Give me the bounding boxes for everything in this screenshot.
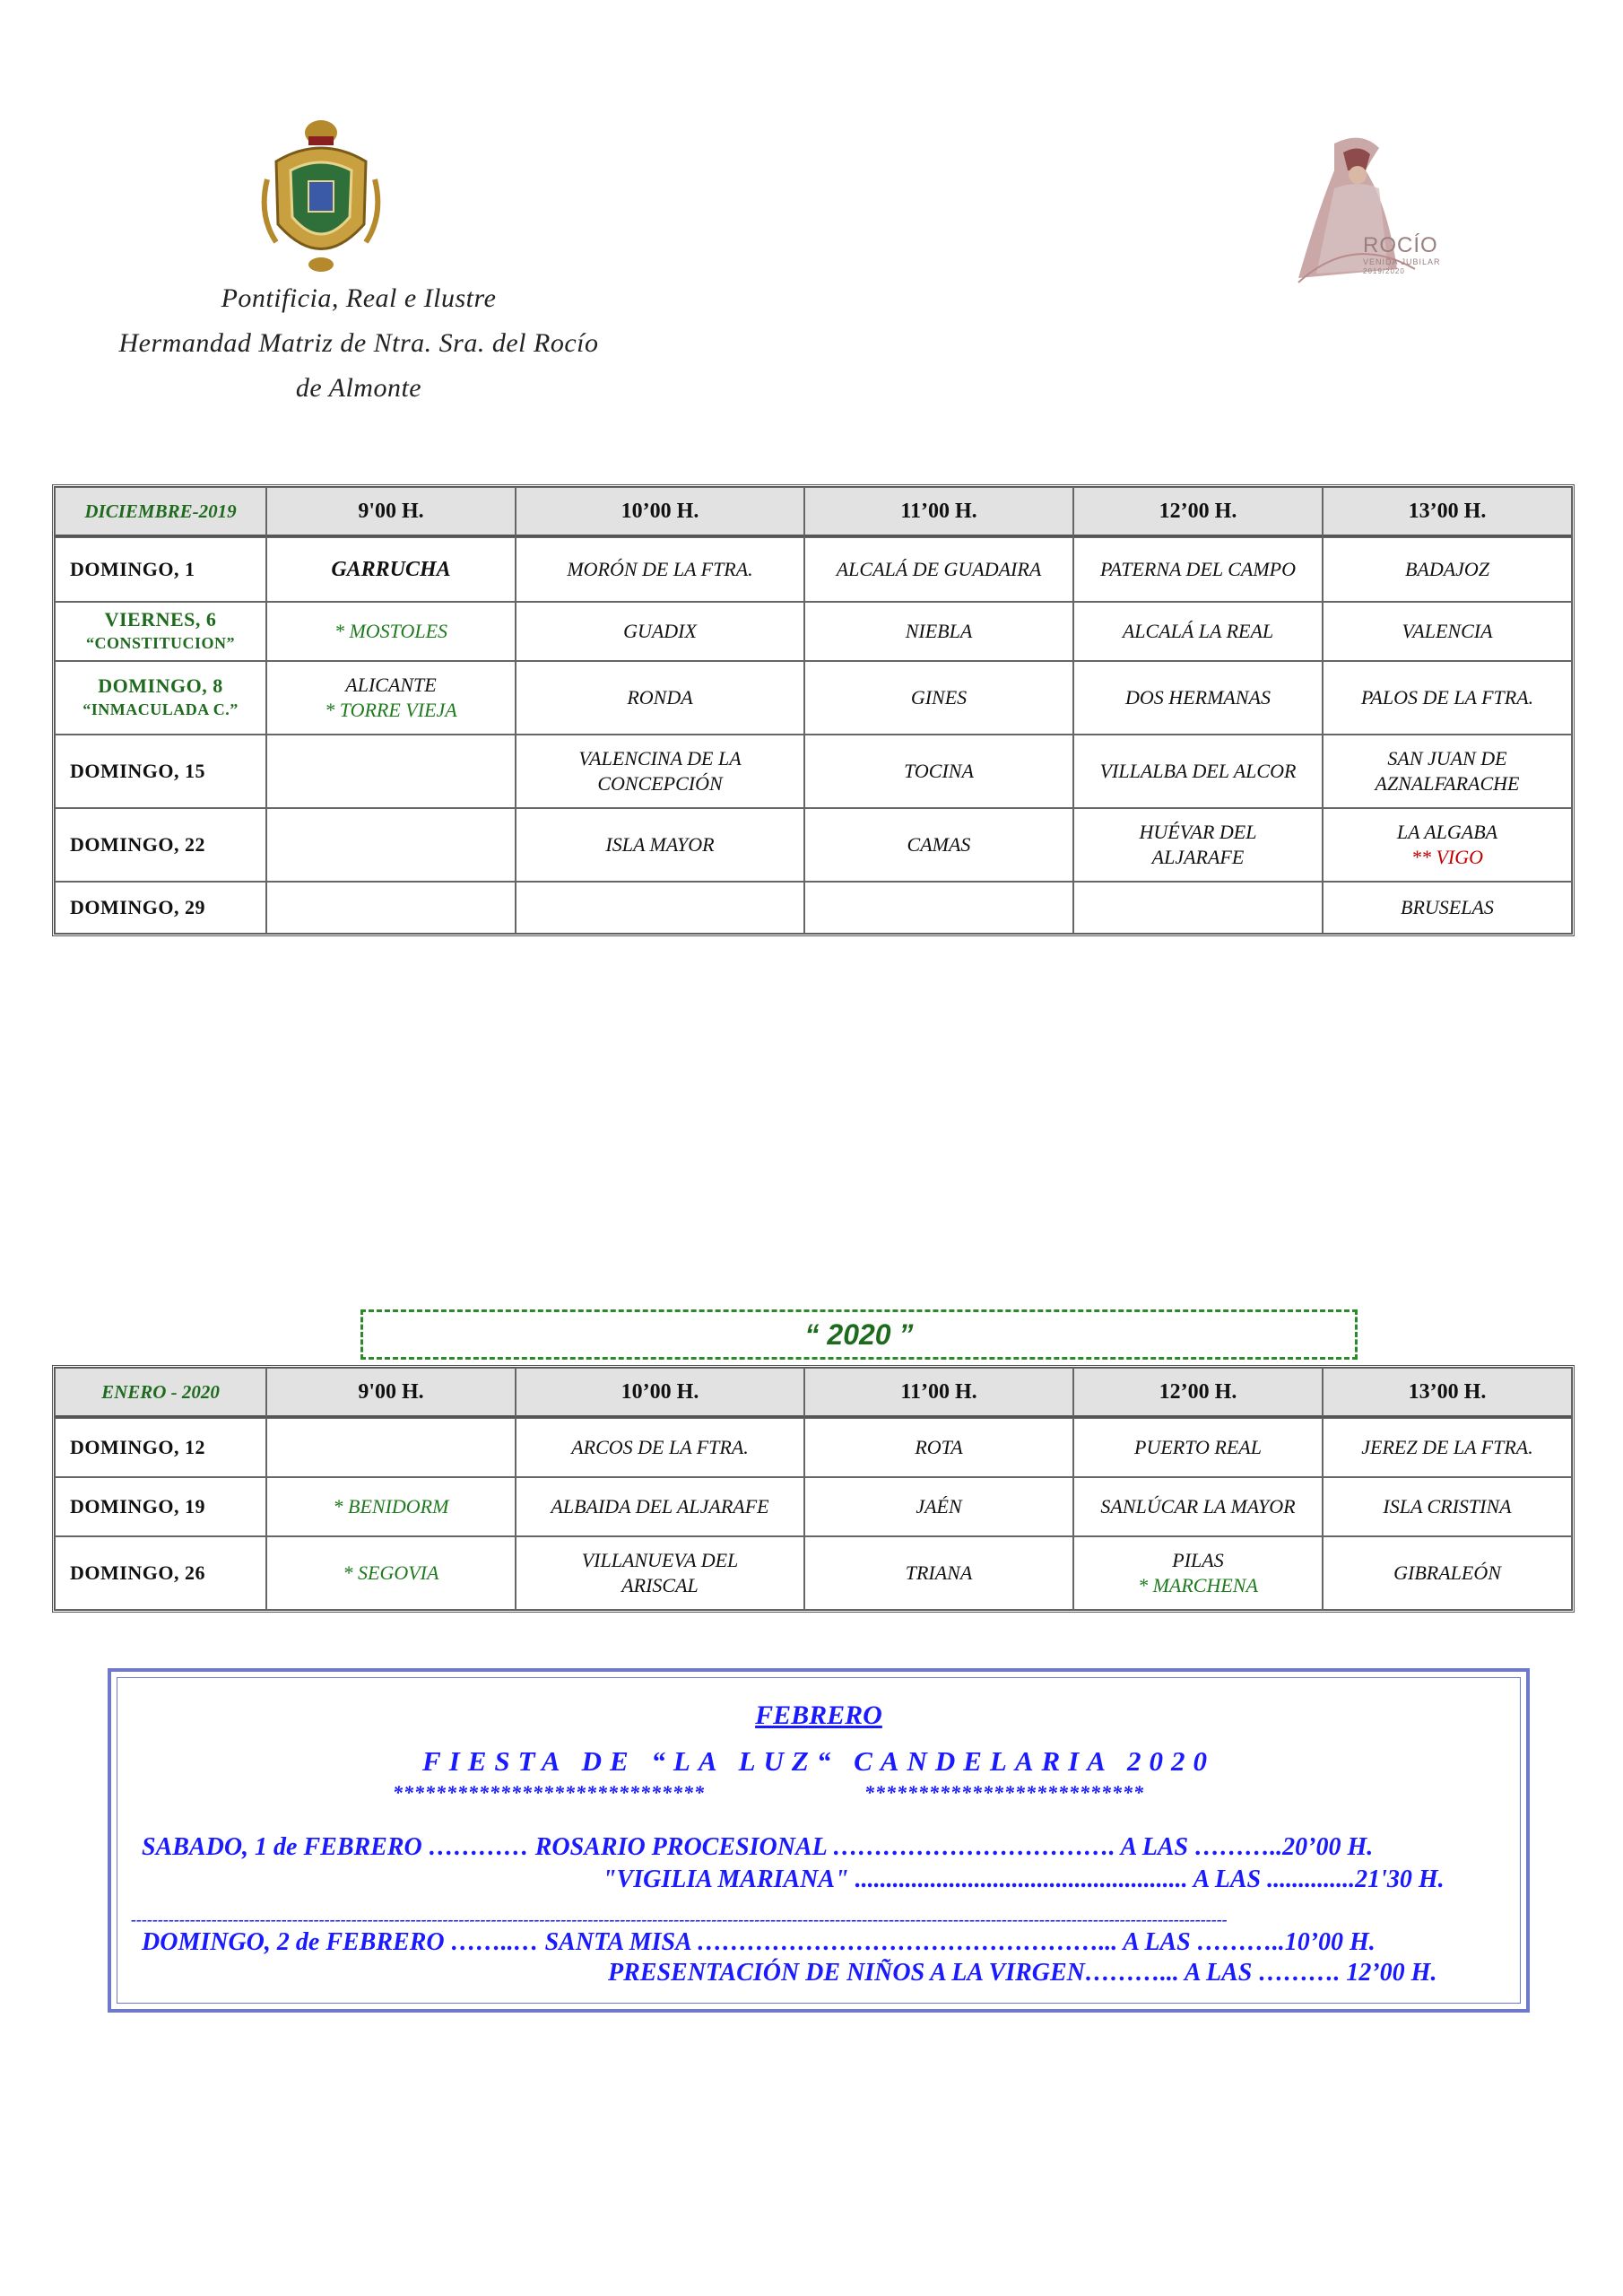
- year-banner: [360, 1309, 1358, 1360]
- schedule-cell: [1323, 661, 1572, 735]
- table-row: [55, 537, 1572, 602]
- parish-name: PUERTO REAL: [1134, 1436, 1262, 1458]
- day-label: DOMINGO, 29: [70, 896, 205, 918]
- parish-name: BADAJOZ: [1404, 558, 1490, 580]
- parish-name: * MARCHENA: [1138, 1574, 1258, 1596]
- schedule-cell: [804, 735, 1073, 808]
- parish-name: ALBAIDA DEL ALJARAFE: [551, 1495, 769, 1518]
- enero-schedule-table: [52, 1365, 1575, 1613]
- month-header: DICIEMBRE-2019: [55, 487, 266, 537]
- schedule-cell: [266, 735, 516, 808]
- day-cell: [55, 537, 266, 602]
- schedule-cell: [516, 1536, 804, 1610]
- month-header: ENERO - 2020: [55, 1368, 266, 1418]
- diciembre-rows: [55, 537, 1572, 934]
- rocio-logo-line-3: 2019/2020: [1363, 267, 1405, 275]
- parish-name: BRUSELAS: [1401, 896, 1494, 918]
- day-cell: [55, 1477, 266, 1536]
- table-row: [55, 1536, 1572, 1610]
- febrero-notice-box: [108, 1668, 1530, 2013]
- time-header: 11’00 H.: [804, 1368, 1073, 1418]
- schedule-cell: [266, 602, 516, 661]
- schedule-cell: [1323, 808, 1572, 882]
- day-label: DOMINGO, 12: [70, 1436, 205, 1458]
- diciembre-schedule-table: [52, 484, 1575, 936]
- day-cell: [55, 735, 266, 808]
- parish-name: ROTA: [915, 1436, 963, 1458]
- schedule-cell: [516, 1418, 804, 1477]
- rocio-logo-line-2: VENIDA JUBILAR: [1363, 257, 1441, 266]
- day-label: VIERNES, 6: [104, 608, 217, 631]
- parish-name: CONCEPCIÓN: [597, 772, 723, 795]
- parish-name: AZNALFARACHE: [1375, 772, 1520, 795]
- day-label: DOMINGO, 8: [98, 674, 223, 697]
- schedule-cell: [1323, 537, 1572, 602]
- table-header-row: [55, 487, 1572, 537]
- parish-name: TRIANA: [905, 1561, 973, 1584]
- schedule-cell: [1323, 735, 1572, 808]
- rocio-logo-line-1: ROCÍO: [1363, 233, 1438, 257]
- schedule-cell: [804, 602, 1073, 661]
- time-header: 13’00 H.: [1323, 1368, 1572, 1418]
- schedule-cell: [1323, 602, 1572, 661]
- stars-right: **************************: [864, 1781, 1144, 1804]
- day-cell: [55, 661, 266, 735]
- fiesta-heading: FIESTA DE “LA LUZ“ CANDELARIA 2020: [422, 1745, 1215, 1777]
- parish-name: * SEGOVIA: [343, 1561, 439, 1584]
- schedule-cell: [516, 882, 804, 934]
- time-header: 10’00 H.: [516, 1368, 804, 1418]
- parish-name: ALCALÁ LA REAL: [1122, 620, 1274, 642]
- parish-name: CAMAS: [907, 833, 971, 856]
- parish-name: GUADIX: [623, 620, 697, 642]
- parish-name: * BENIDORM: [333, 1495, 449, 1518]
- parish-name: ALICANTE: [345, 674, 437, 696]
- time-header: 12’00 H.: [1073, 487, 1323, 537]
- schedule-cell: [1073, 1418, 1323, 1477]
- day-cell: [55, 1418, 266, 1477]
- table-row: [55, 1418, 1572, 1477]
- schedule-cell: [804, 1477, 1073, 1536]
- schedule-cell: [516, 602, 804, 661]
- schedule-cell: [1073, 537, 1323, 602]
- table-row: [55, 602, 1572, 661]
- presentacion-line: PRESENTACIÓN DE NIÑOS A LA VIRGEN………... A LAS ………. 12’00 H.: [608, 1959, 1437, 1987]
- time-header: 12’00 H.: [1073, 1368, 1323, 1418]
- day-sublabel: “INMACULADA C.”: [82, 700, 239, 718]
- parish-name: JEREZ DE LA FTRA.: [1361, 1436, 1533, 1458]
- time-header: 11’00 H.: [804, 487, 1073, 537]
- table-row: [55, 735, 1572, 808]
- schedule-cell: [516, 537, 804, 602]
- parish-name: HUÉVAR DEL: [1139, 821, 1257, 843]
- parish-name: DOS HERMANAS: [1125, 686, 1271, 709]
- parish-name: * TORRE VIEJA: [325, 699, 457, 721]
- parish-name: RONDA: [627, 686, 693, 709]
- schedule-cell: [516, 808, 804, 882]
- schedule-cell: [804, 537, 1073, 602]
- schedule-cell: [804, 661, 1073, 735]
- schedule-cell: [1073, 808, 1323, 882]
- schedule-cell: [266, 1477, 516, 1536]
- parish-name: ISLA MAYOR: [605, 833, 715, 856]
- time-header: 9'00 H.: [266, 1368, 516, 1418]
- parish-name: LA ALGABA: [1396, 821, 1498, 843]
- parish-name: VALENCIA: [1402, 620, 1493, 642]
- schedule-cell: [516, 735, 804, 808]
- parish-name: ALCALÁ DE GUADAIRA: [836, 558, 1042, 580]
- schedule-cell: [1323, 1418, 1572, 1477]
- rocio-logo-text: [1363, 235, 1441, 276]
- hermandad-crest-logo: [258, 117, 384, 278]
- day-cell: [55, 808, 266, 882]
- schedule-cell: [516, 661, 804, 735]
- time-header: 10’00 H.: [516, 487, 804, 537]
- domingo-line: DOMINGO, 2 de FEBRERO ……..… SANTA MISA …………………………………………... A LAS ………..10’00 H.: [142, 1928, 1376, 1956]
- parish-name: SAN JUAN DE: [1387, 747, 1507, 770]
- febrero-title: FEBRERO: [755, 1700, 882, 1730]
- schedule-cell: [1073, 602, 1323, 661]
- hermandad-heading: [72, 276, 646, 411]
- parish-name: MORÓN DE LA FTRA.: [567, 558, 753, 580]
- enero-rows: [55, 1418, 1572, 1610]
- schedule-cell: [266, 661, 516, 735]
- schedule-cell: [1323, 1477, 1572, 1536]
- year-banner-text: “ 2020 ”: [804, 1318, 914, 1351]
- parish-name: PALOS DE LA FTRA.: [1360, 686, 1534, 709]
- parish-name: PILAS: [1172, 1549, 1224, 1571]
- schedule-cell: [516, 1477, 804, 1536]
- day-cell: [55, 1536, 266, 1610]
- table-row: [55, 882, 1572, 934]
- hermandad-line-1: Pontificia, Real e Ilustre: [221, 283, 497, 313]
- parish-name: GINES: [910, 686, 968, 709]
- parish-name: VILLANUEVA DEL: [581, 1549, 739, 1571]
- vigilia-line: "VIGILIA MARIANA" ..................................................... A LAS ..............21'30 H.: [603, 1866, 1445, 1893]
- hermandad-line-3: de Almonte: [295, 373, 422, 403]
- schedule-cell: [266, 537, 516, 602]
- schedule-cell: [804, 882, 1073, 934]
- day-label: DOMINGO, 22: [70, 833, 205, 856]
- schedule-cell: [1073, 735, 1323, 808]
- parish-name: GIBRALEÓN: [1393, 1561, 1501, 1584]
- parish-name: VILLALBA DEL ALCOR: [1099, 760, 1297, 782]
- parish-name: PATERNA DEL CAMPO: [1100, 558, 1296, 580]
- day-cell: [55, 882, 266, 934]
- parish-name: NIEBLA: [905, 620, 973, 642]
- table-row: [55, 661, 1572, 735]
- schedule-cell: [266, 1536, 516, 1610]
- sabado-line: SABADO, 1 de FEBRERO ………… ROSARIO PROCESIONAL ……………………………. A LAS ………..20’00 H.: [142, 1833, 1374, 1861]
- parish-name: ARCOS DE LA FTRA.: [571, 1436, 749, 1458]
- schedule-cell: [804, 1418, 1073, 1477]
- parish-name: JAÉN: [916, 1495, 962, 1518]
- schedule-cell: [1323, 882, 1572, 934]
- parish-name: VALENCINA DE LA: [578, 747, 742, 770]
- parish-name: ISLA CRISTINA: [1383, 1495, 1512, 1518]
- parish-name: ARISCAL: [621, 1574, 699, 1596]
- day-label: DOMINGO, 19: [70, 1495, 205, 1518]
- schedule-cell: [1323, 1536, 1572, 1610]
- time-header: 13’00 H.: [1323, 487, 1572, 537]
- day-label: DOMINGO, 15: [70, 760, 205, 782]
- parish-name: ** VIGO: [1410, 846, 1484, 868]
- hermandad-line-2: Hermandad Matriz de Ntra. Sra. del Rocío: [118, 328, 599, 358]
- table-header-row: [55, 1368, 1572, 1418]
- table-row: [55, 1477, 1572, 1536]
- parish-name: ALJARAFE: [1151, 846, 1245, 868]
- separator-line: ------------------------------------------------------------------------------------------------------------------------------------------------------------------------------------------------------------: [131, 1910, 1228, 1928]
- day-label: DOMINGO, 1: [70, 558, 195, 580]
- schedule-cell: [266, 1418, 516, 1477]
- parish-name: TOCINA: [904, 760, 974, 782]
- day-label: DOMINGO, 26: [70, 1561, 205, 1584]
- schedule-cell: [1073, 882, 1323, 934]
- schedule-cell: [266, 882, 516, 934]
- schedule-cell: [1073, 1536, 1323, 1610]
- day-sublabel: “CONSTITUCION”: [85, 634, 236, 652]
- parish-name: GARRUCHA: [331, 558, 451, 581]
- schedule-cell: [1073, 1477, 1323, 1536]
- table-row: [55, 808, 1572, 882]
- day-cell: [55, 602, 266, 661]
- schedule-cell: [804, 808, 1073, 882]
- parish-name: SANLÚCAR LA MAYOR: [1100, 1495, 1296, 1518]
- schedule-cell: [266, 808, 516, 882]
- stars-left: *****************************: [393, 1781, 705, 1804]
- parish-name: * MOSTOLES: [334, 620, 448, 642]
- time-header: 9'00 H.: [266, 487, 516, 537]
- schedule-cell: [1073, 661, 1323, 735]
- schedule-cell: [804, 1536, 1073, 1610]
